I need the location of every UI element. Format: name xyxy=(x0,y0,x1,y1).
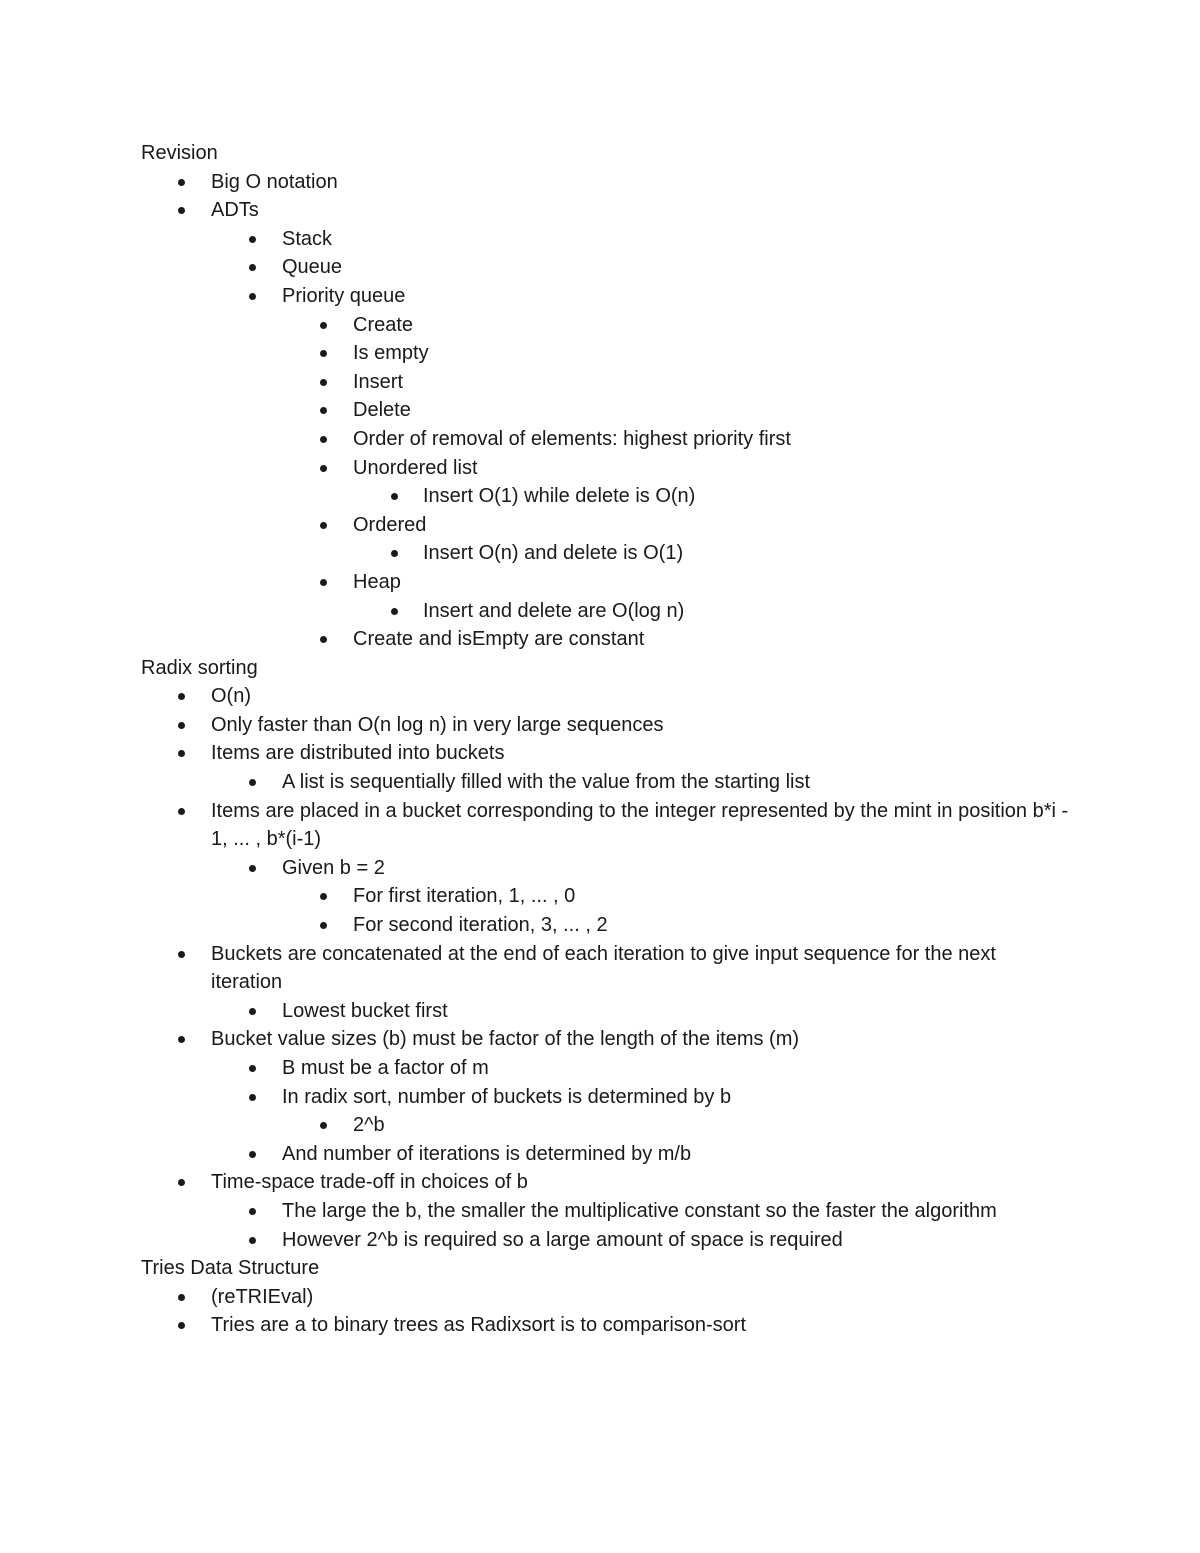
bullet-text: Create xyxy=(353,313,414,336)
bullet-item xyxy=(0,311,1093,340)
bullet-text: However 2^b is required so a large amount of space is required xyxy=(282,1228,843,1251)
bullet-item xyxy=(0,339,1093,368)
bullet-item xyxy=(0,854,1082,883)
bullet-icon xyxy=(249,1151,256,1158)
bullet-item xyxy=(0,1054,1082,1083)
bullet-item xyxy=(0,797,1071,854)
bullet-item xyxy=(0,882,1093,911)
bullet-item xyxy=(0,1083,1082,1112)
bullet-text: A list is sequentially filled with the value from the starting list xyxy=(282,771,811,794)
bullet-text: Big O notation xyxy=(211,170,338,193)
bullet-text: Insert O(1) while delete is O(n) xyxy=(423,485,696,508)
bullet-item xyxy=(0,1140,1082,1169)
bullet-icon xyxy=(178,1179,185,1186)
bullet-text: Create and isEmpty are constant xyxy=(353,628,645,651)
bullet-item xyxy=(0,682,1071,711)
bullet-item xyxy=(0,597,1103,626)
document-page xyxy=(0,139,1200,1340)
bullet-icon xyxy=(249,865,256,872)
bullet-text: Queue xyxy=(282,256,343,279)
section-heading: Revision xyxy=(141,142,218,164)
bullet-icon xyxy=(320,350,327,357)
bullet-icon xyxy=(249,293,256,300)
bullet-icon xyxy=(320,579,327,586)
bullet-text: B must be a factor of m xyxy=(282,1057,489,1079)
bullet-item xyxy=(0,539,1103,568)
bullet-item xyxy=(0,1311,1071,1340)
bullet-text: Buckets are concatenated at the end of each iteration to give input sequence for the next iteration xyxy=(211,942,996,994)
document-content xyxy=(0,139,1200,1340)
bullet-icon xyxy=(320,636,327,643)
bullet-icon xyxy=(178,693,185,700)
bullet-icon xyxy=(178,179,185,186)
bullet-text: Ordered xyxy=(353,513,427,536)
bullet-icon xyxy=(178,808,185,815)
bullet-item xyxy=(0,225,1082,254)
bullet-icon xyxy=(320,322,327,329)
bullet-icon xyxy=(178,1036,185,1043)
bullet-text: ADTs xyxy=(211,199,259,222)
bullet-icon xyxy=(249,779,256,786)
bullet-text: Insert xyxy=(353,370,404,393)
bullet-item xyxy=(0,940,1071,997)
bullet-item xyxy=(0,168,1071,197)
bullet-text: Given b = 2 xyxy=(282,856,385,879)
bullet-item xyxy=(0,711,1071,740)
bullet-text: For second iteration, 3, ... , 2 xyxy=(353,914,608,937)
bullet-item xyxy=(0,1283,1071,1312)
bullet-text: Insert and delete are O(log n) xyxy=(423,599,685,622)
bullet-item xyxy=(0,1111,1093,1140)
bullet-icon xyxy=(249,1208,256,1215)
bullet-text: Insert O(n) and delete is O(1) xyxy=(423,542,684,565)
bullet-icon xyxy=(320,436,327,443)
bullet-icon xyxy=(320,922,327,929)
bullet-icon xyxy=(320,465,327,472)
bullet-item xyxy=(0,625,1093,654)
section-heading: Tries Data Structure xyxy=(141,1257,320,1280)
bullet-item xyxy=(0,568,1093,597)
bullet-text: Delete xyxy=(353,399,411,422)
bullet-text: Items are distributed into buckets xyxy=(211,742,505,765)
bullet-icon xyxy=(249,1008,256,1015)
bullet-icon xyxy=(391,493,398,500)
bullet-item xyxy=(0,511,1093,540)
bullet-icon xyxy=(249,1065,256,1072)
bullet-item xyxy=(0,282,1082,311)
bullet-icon xyxy=(320,379,327,386)
bullet-text: 2^b xyxy=(353,1114,385,1137)
bullet-icon xyxy=(320,522,327,529)
bullet-text: Stack xyxy=(282,227,333,250)
bullet-icon xyxy=(320,893,327,900)
bullet-item xyxy=(0,482,1103,511)
bullet-text: Lowest bucket first xyxy=(282,999,448,1022)
bullet-text: (reTRIEval) xyxy=(211,1285,314,1308)
bullet-item xyxy=(0,1226,1082,1255)
bullet-text: Time-space trade-off in choices of b xyxy=(211,1171,528,1194)
bullet-text: The large the b, the smaller the multiplicative constant so the faster the algorithm xyxy=(282,1199,997,1222)
bullet-text: Bucket value sizes (b) must be factor of the length of the items (m) xyxy=(211,1028,800,1051)
bullet-icon xyxy=(320,407,327,414)
bullet-item xyxy=(0,425,1093,454)
bullet-item xyxy=(0,739,1071,768)
bullet-icon xyxy=(249,264,256,271)
bullet-text: Heap xyxy=(353,570,401,593)
bullet-item xyxy=(0,1168,1071,1197)
bullet-text: Unordered list xyxy=(353,456,478,479)
bullet-text: Order of removal of elements: highest priority first xyxy=(353,427,791,450)
bullet-text: Items are placed in a bucket corresponding to the integer represented by the mint in position b*i - 1, ... , b*(i-1) xyxy=(211,799,1069,851)
bullet-item xyxy=(0,1197,1082,1226)
bullet-icon xyxy=(391,608,398,615)
bullet-text: Is empty xyxy=(353,342,429,365)
section-heading: Radix sorting xyxy=(141,656,258,679)
bullet-icon xyxy=(249,1094,256,1101)
bullet-icon xyxy=(178,951,185,958)
bullet-icon xyxy=(249,1237,256,1244)
bullet-icon xyxy=(320,1122,327,1129)
bullet-item xyxy=(0,454,1093,483)
bullet-icon xyxy=(178,750,185,757)
bullet-text: For first iteration, 1, ... , 0 xyxy=(353,885,576,908)
bullet-item xyxy=(0,997,1082,1026)
bullet-icon xyxy=(391,550,398,557)
bullet-item xyxy=(0,1025,1071,1054)
bullet-item xyxy=(0,368,1093,397)
bullet-text: Only faster than O(n log n) in very large sequences xyxy=(211,713,664,736)
bullet-icon xyxy=(178,1322,185,1329)
bullet-item xyxy=(0,768,1082,797)
bullet-icon xyxy=(249,236,256,243)
bullet-item xyxy=(0,196,1071,225)
bullet-item xyxy=(0,911,1093,940)
bullet-text: Priority queue xyxy=(282,284,406,307)
bullet-icon xyxy=(178,207,185,214)
bullet-item xyxy=(0,396,1093,425)
bullet-icon xyxy=(178,1294,185,1301)
bullet-item xyxy=(0,253,1082,282)
bullet-text: Tries are a to binary trees as Radixsort is to comparison-sort xyxy=(211,1314,747,1337)
bullet-text: O(n) xyxy=(211,685,251,708)
bullet-text: And number of iterations is determined by m/b xyxy=(282,1142,692,1165)
bullet-icon xyxy=(178,722,185,729)
bullet-text: In radix sort, number of buckets is determined by b xyxy=(282,1085,732,1108)
